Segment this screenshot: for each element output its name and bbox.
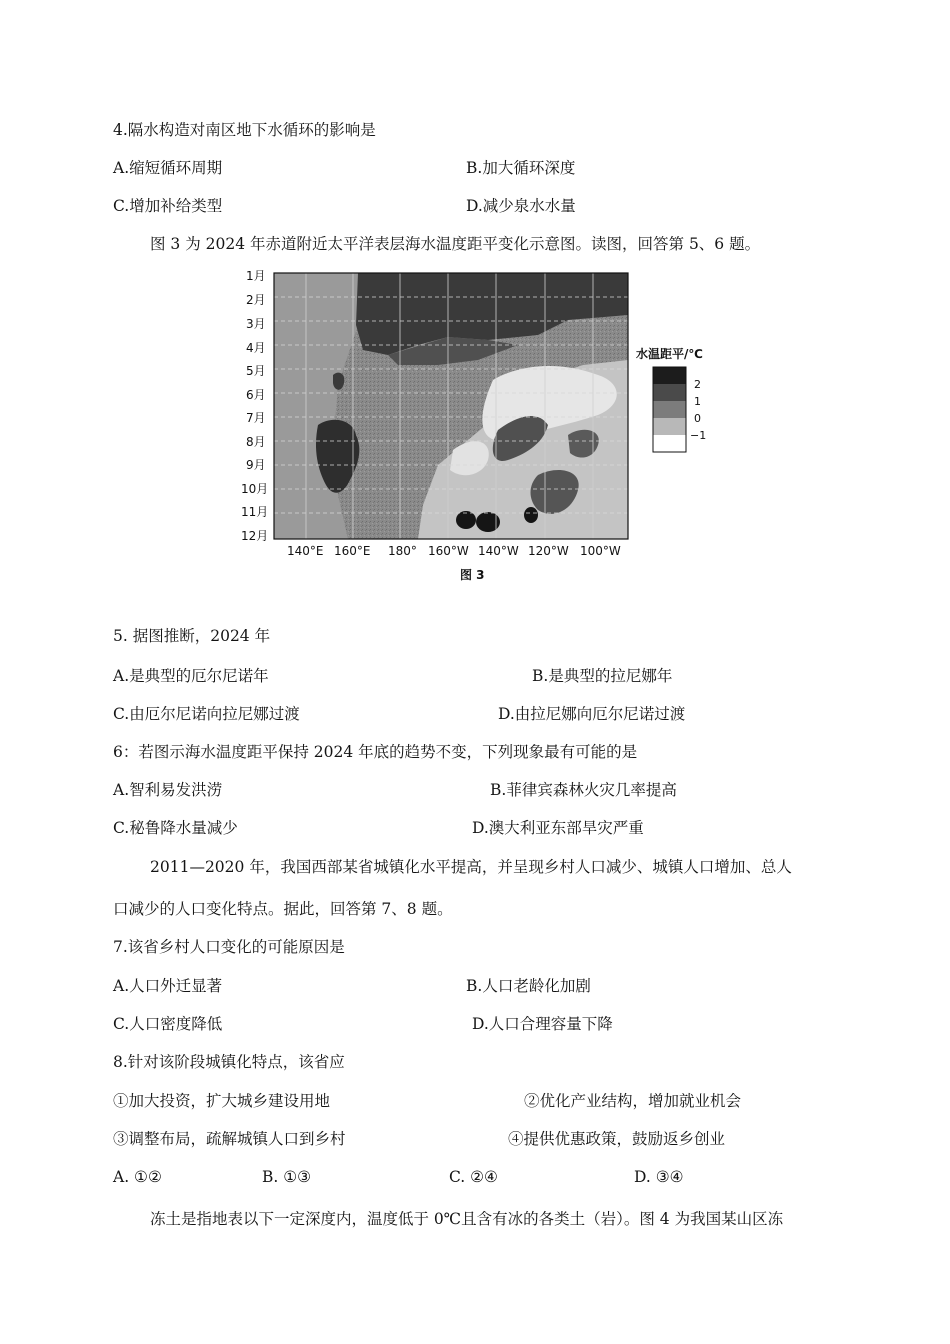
figure-caption: 图 3 — [460, 568, 485, 582]
figure-4-intro: 冻土是指地表以下一定深度内，温度低于 0℃且含有冰的各类土（岩）。图 4 为我国某山区冻 — [150, 1210, 784, 1228]
month-label: 7月 — [246, 411, 266, 425]
question-4-option-d[interactable]: D.减少泉水水量 — [466, 197, 576, 215]
longitude-label: 140°E — [287, 544, 324, 558]
question-6-option-a[interactable]: A.智利易发洪涝 — [113, 781, 223, 799]
question-4-option-c[interactable]: C.增加补给类型 — [113, 197, 223, 215]
month-label: 3月 — [246, 317, 266, 331]
figure-3 — [238, 265, 718, 595]
question-5-stem: 5. 据图推断，2024 年 — [113, 627, 271, 645]
question-8-option-a[interactable]: A. ①② — [113, 1168, 162, 1186]
question-6-option-b[interactable]: B.菲律宾森林火灾几率提高 — [490, 781, 677, 799]
question-8-statement-2: ②优化产业结构，增加就业机会 — [524, 1092, 742, 1110]
longitude-label: 160°E — [334, 544, 371, 558]
question-5-option-b[interactable]: B.是典型的拉尼娜年 — [532, 667, 673, 685]
month-label: 4月 — [246, 341, 266, 355]
question-7-option-a[interactable]: A.人口外迁显著 — [113, 977, 223, 995]
longitude-label: 160°W — [428, 544, 469, 558]
legend-swatch — [653, 384, 686, 401]
question-5-option-d[interactable]: D.由拉尼娜向厄尔尼诺过渡 — [498, 705, 686, 723]
month-label: 5月 — [246, 364, 266, 378]
question-4-option-b[interactable]: B.加大循环深度 — [466, 159, 576, 177]
legend-swatch — [653, 418, 686, 435]
question-7-option-b[interactable]: B.人口老龄化加剧 — [466, 977, 591, 995]
question-7-option-c[interactable]: C.人口密度降低 — [113, 1015, 223, 1033]
question-8-statement-1: ①加大投资，扩大城乡建设用地 — [113, 1092, 331, 1110]
question-8-option-d[interactable]: D. ③④ — [634, 1168, 684, 1186]
longitude-label: 100°W — [580, 544, 621, 558]
anomaly-field — [274, 273, 628, 539]
longitude-label: 120°W — [528, 544, 569, 558]
legend-tick: −1 — [690, 429, 707, 442]
legend — [636, 346, 706, 452]
question-4-stem: 4.隔水构造对南区地下水循环的影响是 — [113, 121, 376, 139]
question-7-option-d[interactable]: D.人口合理容量下降 — [472, 1015, 613, 1033]
question-4-option-a[interactable]: A.缩短循环周期 — [113, 159, 223, 177]
month-label: 8月 — [246, 435, 266, 449]
month-label: 9月 — [246, 458, 266, 472]
longitude-label: 180° — [388, 544, 417, 558]
month-label: 2月 — [246, 293, 266, 307]
question-6-option-d[interactable]: D.澳大利亚东部旱灾严重 — [472, 819, 644, 837]
figure-3-intro: 图 3 为 2024 年赤道附近太平洋表层海水温度距平变化示意图。读图，回答第 5、6 题。 — [150, 235, 761, 253]
legend-swatch — [653, 401, 686, 418]
sst-anomaly-map — [238, 265, 718, 595]
question-5-option-c[interactable]: C.由厄尔尼诺向拉尼娜过渡 — [113, 705, 300, 723]
month-label: 10月 — [241, 482, 269, 496]
legend-swatch — [653, 435, 686, 452]
month-label: 11月 — [241, 505, 269, 519]
month-label: 12月 — [241, 529, 269, 543]
question-6-option-c[interactable]: C.秘鲁降水量减少 — [113, 819, 238, 837]
question-7-8-intro-line-1: 2011—2020 年，我国西部某省城镇化水平提高，并呈现乡村人口减少、城镇人口增加、总人 — [150, 858, 792, 876]
month-label: 6月 — [246, 388, 266, 402]
legend-tick: 2 — [694, 378, 701, 391]
question-8-statement-4: ④提供优惠政策，鼓励返乡创业 — [508, 1130, 726, 1148]
question-6-stem: 6：若图示海水温度距平保持 2024 年底的趋势不变，下列现象最有可能的是 — [113, 743, 638, 761]
legend-tick: 1 — [694, 395, 701, 408]
legend-title: 水温距平/℃ — [636, 347, 703, 361]
question-8-option-b[interactable]: B. ①③ — [262, 1168, 312, 1186]
question-8-statement-3: ③调整布局，疏解城镇人口到乡村 — [113, 1130, 346, 1148]
question-7-8-intro-line-2: 口减少的人口变化特点。据此，回答第 7、8 题。 — [113, 900, 453, 918]
legend-swatch — [653, 367, 686, 384]
longitude-label: 140°W — [478, 544, 519, 558]
question-8-stem: 8.针对该阶段城镇化特点，该省应 — [113, 1053, 345, 1071]
month-label: 1月 — [246, 269, 266, 283]
legend-tick: 0 — [694, 412, 701, 425]
question-7-stem: 7.该省乡村人口变化的可能原因是 — [113, 938, 345, 956]
question-5-option-a[interactable]: A.是典型的厄尔尼诺年 — [113, 667, 269, 685]
question-8-option-c[interactable]: C. ②④ — [449, 1168, 498, 1186]
